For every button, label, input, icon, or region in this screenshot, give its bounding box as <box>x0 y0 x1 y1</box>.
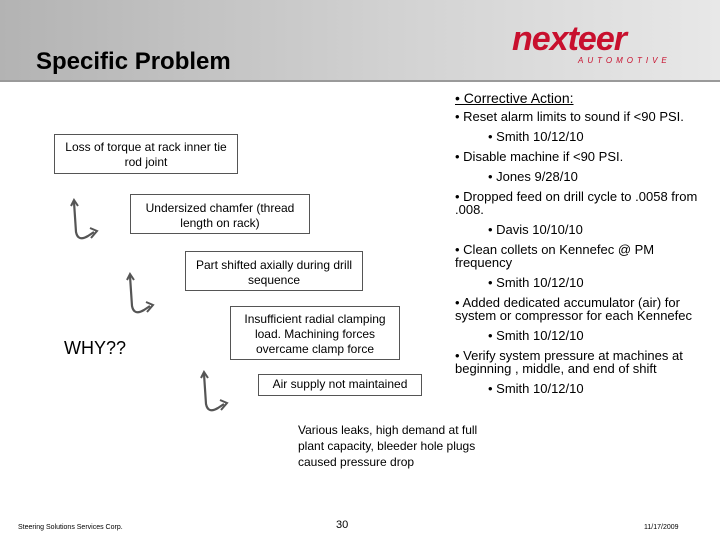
page-number: 30 <box>336 519 349 531</box>
logo-tagline: AUTOMOTIVE <box>578 56 671 65</box>
action-owner: • Smith 10/12/10 <box>488 328 584 343</box>
corrective-action-item <box>455 349 705 395</box>
why-step-4-box: Insufficient radial clamping load. Machining forces overcame clamp force <box>230 306 400 360</box>
footer-date: 11/17/2009 <box>644 524 679 531</box>
why-step-6-text: Various leaks, high demand at full plant capacity, bleeder hole plugs caused pressure drop <box>298 423 478 469</box>
corrective-action-item <box>455 110 705 143</box>
corrective-action-item <box>455 150 705 183</box>
action-text: • Verify system pressure at machines at beginning , middle, and end of shift <box>455 348 683 376</box>
logo-wordmark: nexteer <box>512 20 626 58</box>
footer-company: Steering Solutions Services Corp. <box>18 524 123 531</box>
corrective-action-item <box>455 190 705 236</box>
curved-arrow-icon-1 <box>66 198 102 248</box>
action-text: • Clean collets on Kennefec @ PM frequency <box>455 242 655 270</box>
page-title: Specific Problem <box>36 48 231 75</box>
why-step-3-box: Part shifted axially during drill sequence <box>185 251 363 291</box>
action-text: • Dropped feed on drill cycle to .0058 from .008. <box>455 189 698 217</box>
action-owner: • Smith 10/12/10 <box>488 381 584 396</box>
curved-arrow-icon-2 <box>122 272 158 322</box>
corrective-action-item <box>455 243 705 289</box>
why-step-5-box: Air supply not maintained <box>258 374 422 396</box>
action-text: • Added dedicated accumulator (air) for system or compressor for each Kennefec <box>455 295 692 323</box>
corrective-action-title: • Corrective Action: <box>455 90 574 106</box>
why-label: WHY?? <box>64 338 127 358</box>
why-step-2-box: Undersized chamfer (thread length on rack) <box>130 194 310 234</box>
action-owner: • Smith 10/12/10 <box>488 275 584 290</box>
nexteer-logo <box>512 22 690 68</box>
curved-arrow-icon-3 <box>196 370 232 420</box>
action-owner: • Jones 9/28/10 <box>488 169 578 184</box>
action-owner: • Davis 10/10/10 <box>488 222 583 237</box>
corrective-action-list <box>455 110 705 402</box>
corrective-action-item <box>455 296 705 342</box>
action-text: • Disable machine if <90 PSI. <box>455 149 624 164</box>
header-divider <box>0 80 720 82</box>
action-text: • Reset alarm limits to sound if <90 PSI. <box>455 109 684 124</box>
action-owner: • Smith 10/12/10 <box>488 129 584 144</box>
why-step-1-box: Loss of torque at rack inner tie rod joint <box>54 134 238 174</box>
